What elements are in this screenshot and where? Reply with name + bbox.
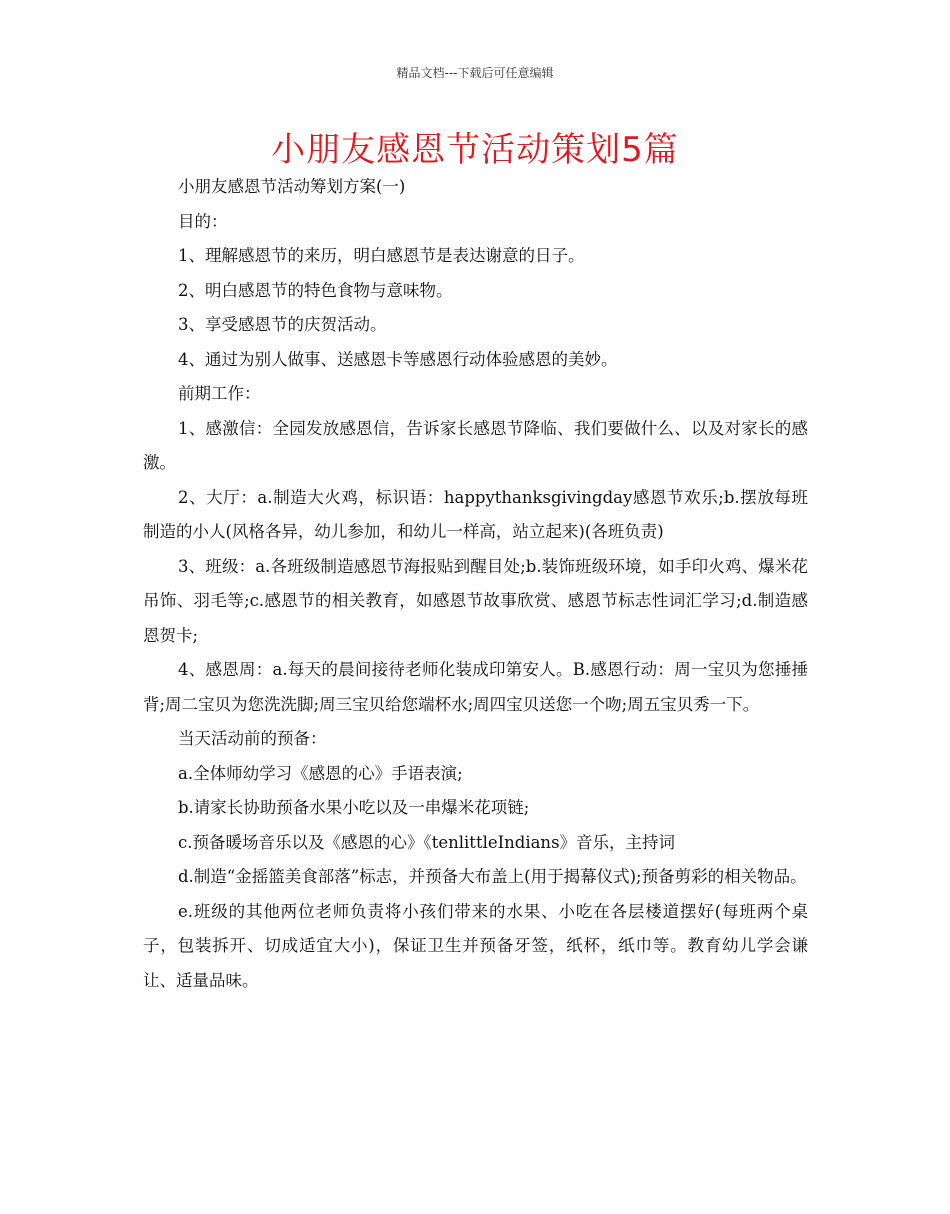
- header-note: 精品文档---下载后可任意编辑: [396, 66, 554, 80]
- paragraph: b.请家长协助预备水果小吃以及一串爆米花项链;: [178, 798, 530, 817]
- paragraph: 2、大厅：a.制造大火鸡，标识语：happythanksgivingday感恩节欢乐;b.摆放每班制造的小人(风格各异，幼儿参加，和幼儿一样高，站立起来)(各班负责): [143, 487, 808, 541]
- paragraph: 2、明白感恩节的特色食物与意味物。: [178, 280, 453, 300]
- paragraph: d.制造“金摇篮美食部落”标志，并预备大布盖上(用于揭幕仪式);预备剪彩的相关物品。: [178, 867, 807, 886]
- paragraph: 小朋友感恩节活动筹划方案(一): [178, 177, 406, 196]
- paragraph: c.预备暖场音乐以及《感恩的心》《tenlittleIndians》音乐，主持词: [178, 832, 676, 852]
- paragraph: 4、感恩周：a.每天的晨间接待老师化装成印第安人。B.感恩行动：周一宝贝为您捶捶背;周二宝贝为您洗洗脚;周三宝贝给您端杯水;周四宝贝送您一个吻;周五宝贝秀一下。: [143, 660, 808, 714]
- paragraph: e.班级的其他两位老师负责将小孩们带来的水果、小吃在各层楼道摆好(每班两个桌子，包装拆开、切成适宜大小)，保证卫生并预备牙签，纸杯，纸巾等。教育幼儿学会谦让、适量品味。: [143, 901, 808, 990]
- paragraph: 1、感激信：全园发放感恩信，告诉家长感恩节降临、我们要做什么、以及对家长的感激。: [143, 418, 808, 472]
- paragraph: 前期工作：: [178, 384, 261, 403]
- document-body: [143, 170, 808, 998]
- paragraph: 1、理解感恩节的来历，明白感恩节是表达谢意的日子。: [178, 246, 585, 265]
- document-title: 小朋友感恩节活动策划5篇: [271, 130, 679, 170]
- paragraph: 3、班级：a.各班级制造感恩节海报贴到醒目处;b.装饰班级环境，如手印火鸡、爆米花吊饰、羽毛等;c.感恩节的相关教育，如感恩节故事欣赏、感恩节标志性词汇学习;d.制造感恩贺卡;: [143, 556, 808, 645]
- paragraph: 4、通过为别人做事、送感恩卡等感恩行动体验感恩的美妙。: [178, 349, 618, 369]
- paragraph: a.全体师幼学习《感恩的心》手语表演;: [178, 763, 463, 783]
- paragraph: 目的：: [178, 211, 228, 231]
- paragraph: 3、享受感恩节的庆贺活动。: [178, 315, 387, 334]
- paragraph: 当天活动前的预备：: [178, 729, 327, 748]
